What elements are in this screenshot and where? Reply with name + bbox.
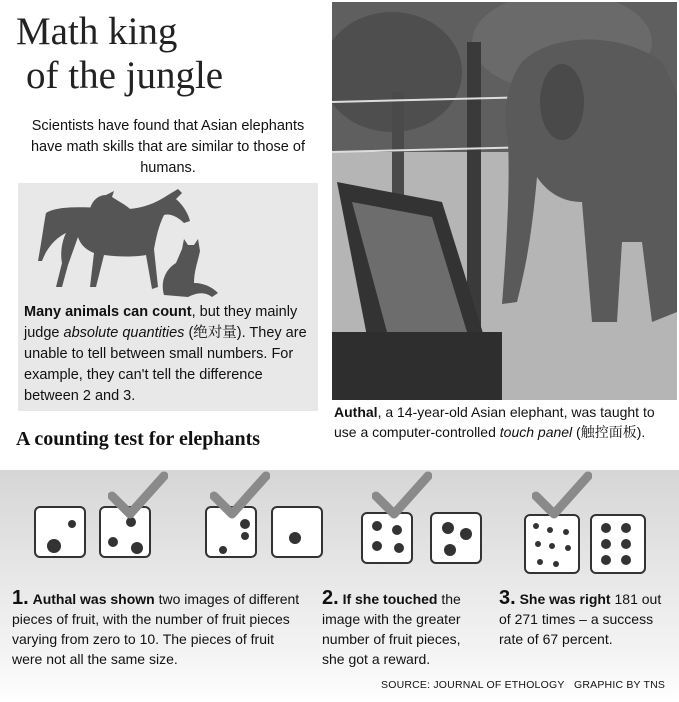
checkmark-icon <box>108 470 168 520</box>
step-2 <box>322 588 480 669</box>
animals-text-b: (绝对量). They are unable to tell between small numbers. For example, they can't tell the difference between 2 and 3. <box>24 325 307 404</box>
caption-text-a: , a 14-year-old Asian elephant, was taught to use a computer-controlled <box>334 404 655 440</box>
fruit-group <box>592 516 644 572</box>
step-2-text: the image with the greater number of fruit pieces, she got a reward. <box>322 591 461 667</box>
step-1-lead: Authal was shown <box>32 591 155 607</box>
animals-text-a: , but they mainly judge <box>24 304 298 341</box>
elephant-photo <box>332 2 677 400</box>
fruit-group <box>273 508 321 556</box>
checkmark-icon <box>210 470 270 520</box>
photo-caption <box>334 402 674 442</box>
trial2-right-panel <box>271 506 323 558</box>
trial1-left-panel <box>34 506 86 558</box>
title-line-2: of the jungle <box>26 54 224 97</box>
intro-text: Scientists have found that Asian elephants have math skills that are similar to those of humans. <box>30 118 305 176</box>
caption-name: Authal <box>334 404 378 420</box>
counting-test-heading: A counting test for elephants <box>16 428 316 450</box>
step-3 <box>499 588 667 649</box>
caption-text-b: (触控面板). <box>572 424 646 440</box>
fruit-group <box>363 514 411 562</box>
cat-silhouette <box>163 239 218 297</box>
step-3-number: 3. <box>499 587 516 609</box>
fruit-group <box>36 508 84 556</box>
graphic-credit: GRAPHIC BY TNS <box>574 679 666 691</box>
checkmark-icon <box>372 470 432 520</box>
elephant-photo-illustration <box>332 2 677 400</box>
step-2-number: 2. <box>322 587 339 609</box>
animals-description <box>24 302 316 407</box>
animal-silhouettes <box>18 183 318 303</box>
fruit-group <box>432 514 480 562</box>
animals-lead: Many animals can count <box>24 304 192 320</box>
step-3-text: 181 out of 271 times – a success rate of 67 percent. <box>499 591 662 647</box>
trial4-right-panel <box>590 514 646 574</box>
step-1-number: 1. <box>12 587 29 609</box>
step-2-lead: If she touched <box>342 591 438 607</box>
trial3-right-panel <box>430 512 482 564</box>
page-title <box>16 10 326 98</box>
step-3-lead: She was right <box>519 591 611 607</box>
step-1 <box>12 588 308 669</box>
step-1-text: two images of different pieces of fruit, with the number of fruit pieces varying from zero to 10. The pieces of fruit were not all the same size. <box>12 591 300 667</box>
checkmark-icon <box>532 470 592 520</box>
trial4-left-panel <box>524 514 580 574</box>
caption-italic: touch panel <box>499 424 573 440</box>
title-line-1: Math king <box>16 10 178 53</box>
source-credit: SOURCE: JOURNAL OF ETHOLOGY <box>381 679 565 691</box>
fruit-group <box>526 516 578 572</box>
animals-italic: absolute quantities <box>63 325 185 341</box>
